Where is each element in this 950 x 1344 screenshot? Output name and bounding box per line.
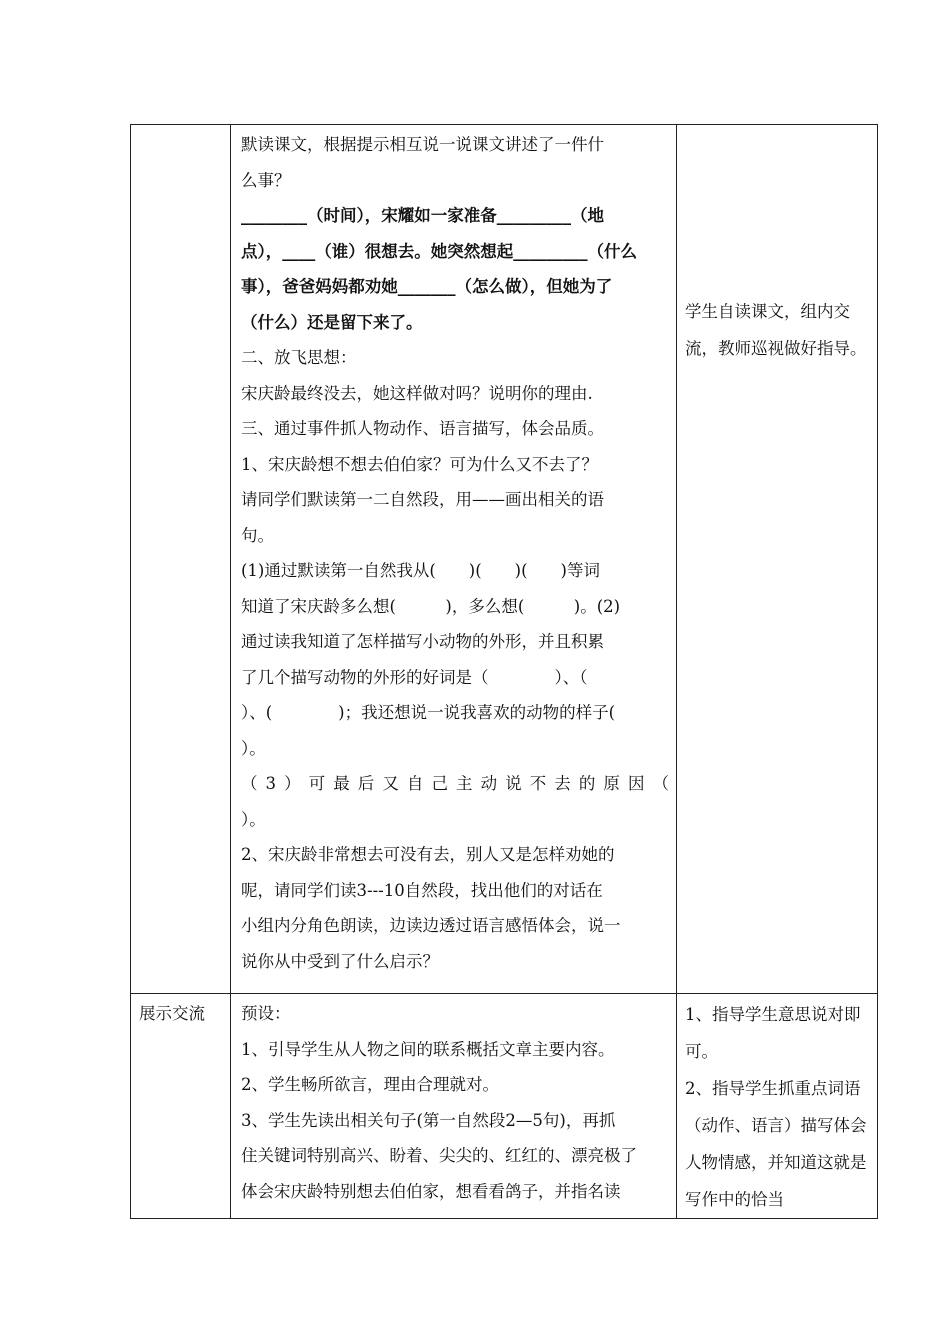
stage-label: 展示交流 (139, 1004, 205, 1023)
text-line: ）、( )；我还想说一说我喜欢的动物的样子( (241, 703, 616, 722)
table-row (131, 994, 878, 1219)
text-line: 2、学生畅所欲言，理由合理就对。 (241, 1075, 499, 1094)
text-line: 点），____（谁）很想去。她突然想起_________（什么 (241, 241, 637, 261)
text-line: 小组内分角色朗读，边读边透过语言感悟体会，说一 (241, 916, 621, 935)
table-row (131, 125, 878, 994)
text-line: 呢，请同学们读3---10自然段，找出他们的对话在 (241, 880, 603, 900)
note-paragraph: 1、指导学生意思说对即可。 (685, 1005, 861, 1061)
text-line: 通过读我知道了怎样描写小动物的外形，并且积累 (241, 632, 604, 651)
text-line: 知道了宋庆龄多么想( )，多么想( )。(2) (241, 596, 621, 616)
text-line: ）。 (241, 809, 266, 829)
teacher-note-cell (677, 125, 878, 994)
teacher-note-cell (677, 994, 878, 1219)
stage-label-cell (131, 125, 231, 994)
text-line: ________（时间），宋耀如一家准备_________（地 (241, 206, 604, 225)
lesson-plan-table (130, 124, 878, 1219)
text-line: 住关键词特别高兴、盼着、尖尖的、红红的、漂亮极了 (241, 1146, 637, 1165)
text-line: 请同学们默读第一二自然段，用——画出相关的语 (241, 490, 604, 509)
text-line: 事），爸爸妈妈都劝她_______（怎么做），但她为了 (241, 277, 613, 296)
text-line: 么事？ (241, 170, 291, 190)
teacher-note (677, 994, 877, 1218)
note-paragraph: 2、指导学生抓重点词语（动作、语言）描写体会人物情感，并知道这就是写作中的恰当 (685, 1079, 867, 1209)
text-line: (1)通过默读第一自然我从( )( )( )等词 (241, 561, 600, 580)
text-line: ）。 (241, 738, 266, 758)
text-line: 2、宋庆龄非常想去可没有去，别人又是怎样劝她的 (241, 845, 615, 864)
text-line: 三、通过事件抓人物动作、语言描写，体会品质。 (241, 419, 604, 438)
text-line: 1、引导学生从人物之间的联系概括文章主要内容。 (241, 1039, 615, 1059)
activity-text (231, 125, 676, 979)
text-line: 句。 (241, 525, 274, 545)
text-line: 说你从中受到了什么启示？ (241, 951, 439, 971)
teacher-note: 学生自读课文，组内交流，教师巡视做好指导。 (685, 302, 867, 358)
text-line: 3、学生先读出相关句子(第一自然段2—5句)，再抓 (241, 1110, 616, 1130)
text-line: 默读课文，根据提示相互说一说课文讲述了一件什 (241, 135, 604, 154)
activity-cell (231, 994, 677, 1219)
text-line: （3）可最后又自己主动说不去的原因（ (241, 774, 669, 793)
text-line: 体会宋庆龄特别想去伯伯家，想看看鸽子，并指名读 (241, 1181, 621, 1201)
text-line: 了几个描写动物的外形的好词是（ ）、（ (241, 667, 588, 687)
text-line: 二、放飞思想： (241, 348, 357, 367)
stage-label-cell (131, 994, 231, 1219)
text-line: 1、宋庆龄想不想去伯伯家？可为什么又不去了？ (241, 454, 598, 474)
text-line: （什么）还是留下来了。 (241, 312, 423, 332)
activity-text (231, 994, 676, 1209)
text-line: 预设： (241, 1004, 291, 1023)
activity-cell (231, 125, 677, 994)
text-line: 宋庆龄最终没去，她这样做对吗？说明你的理由. (241, 383, 593, 403)
